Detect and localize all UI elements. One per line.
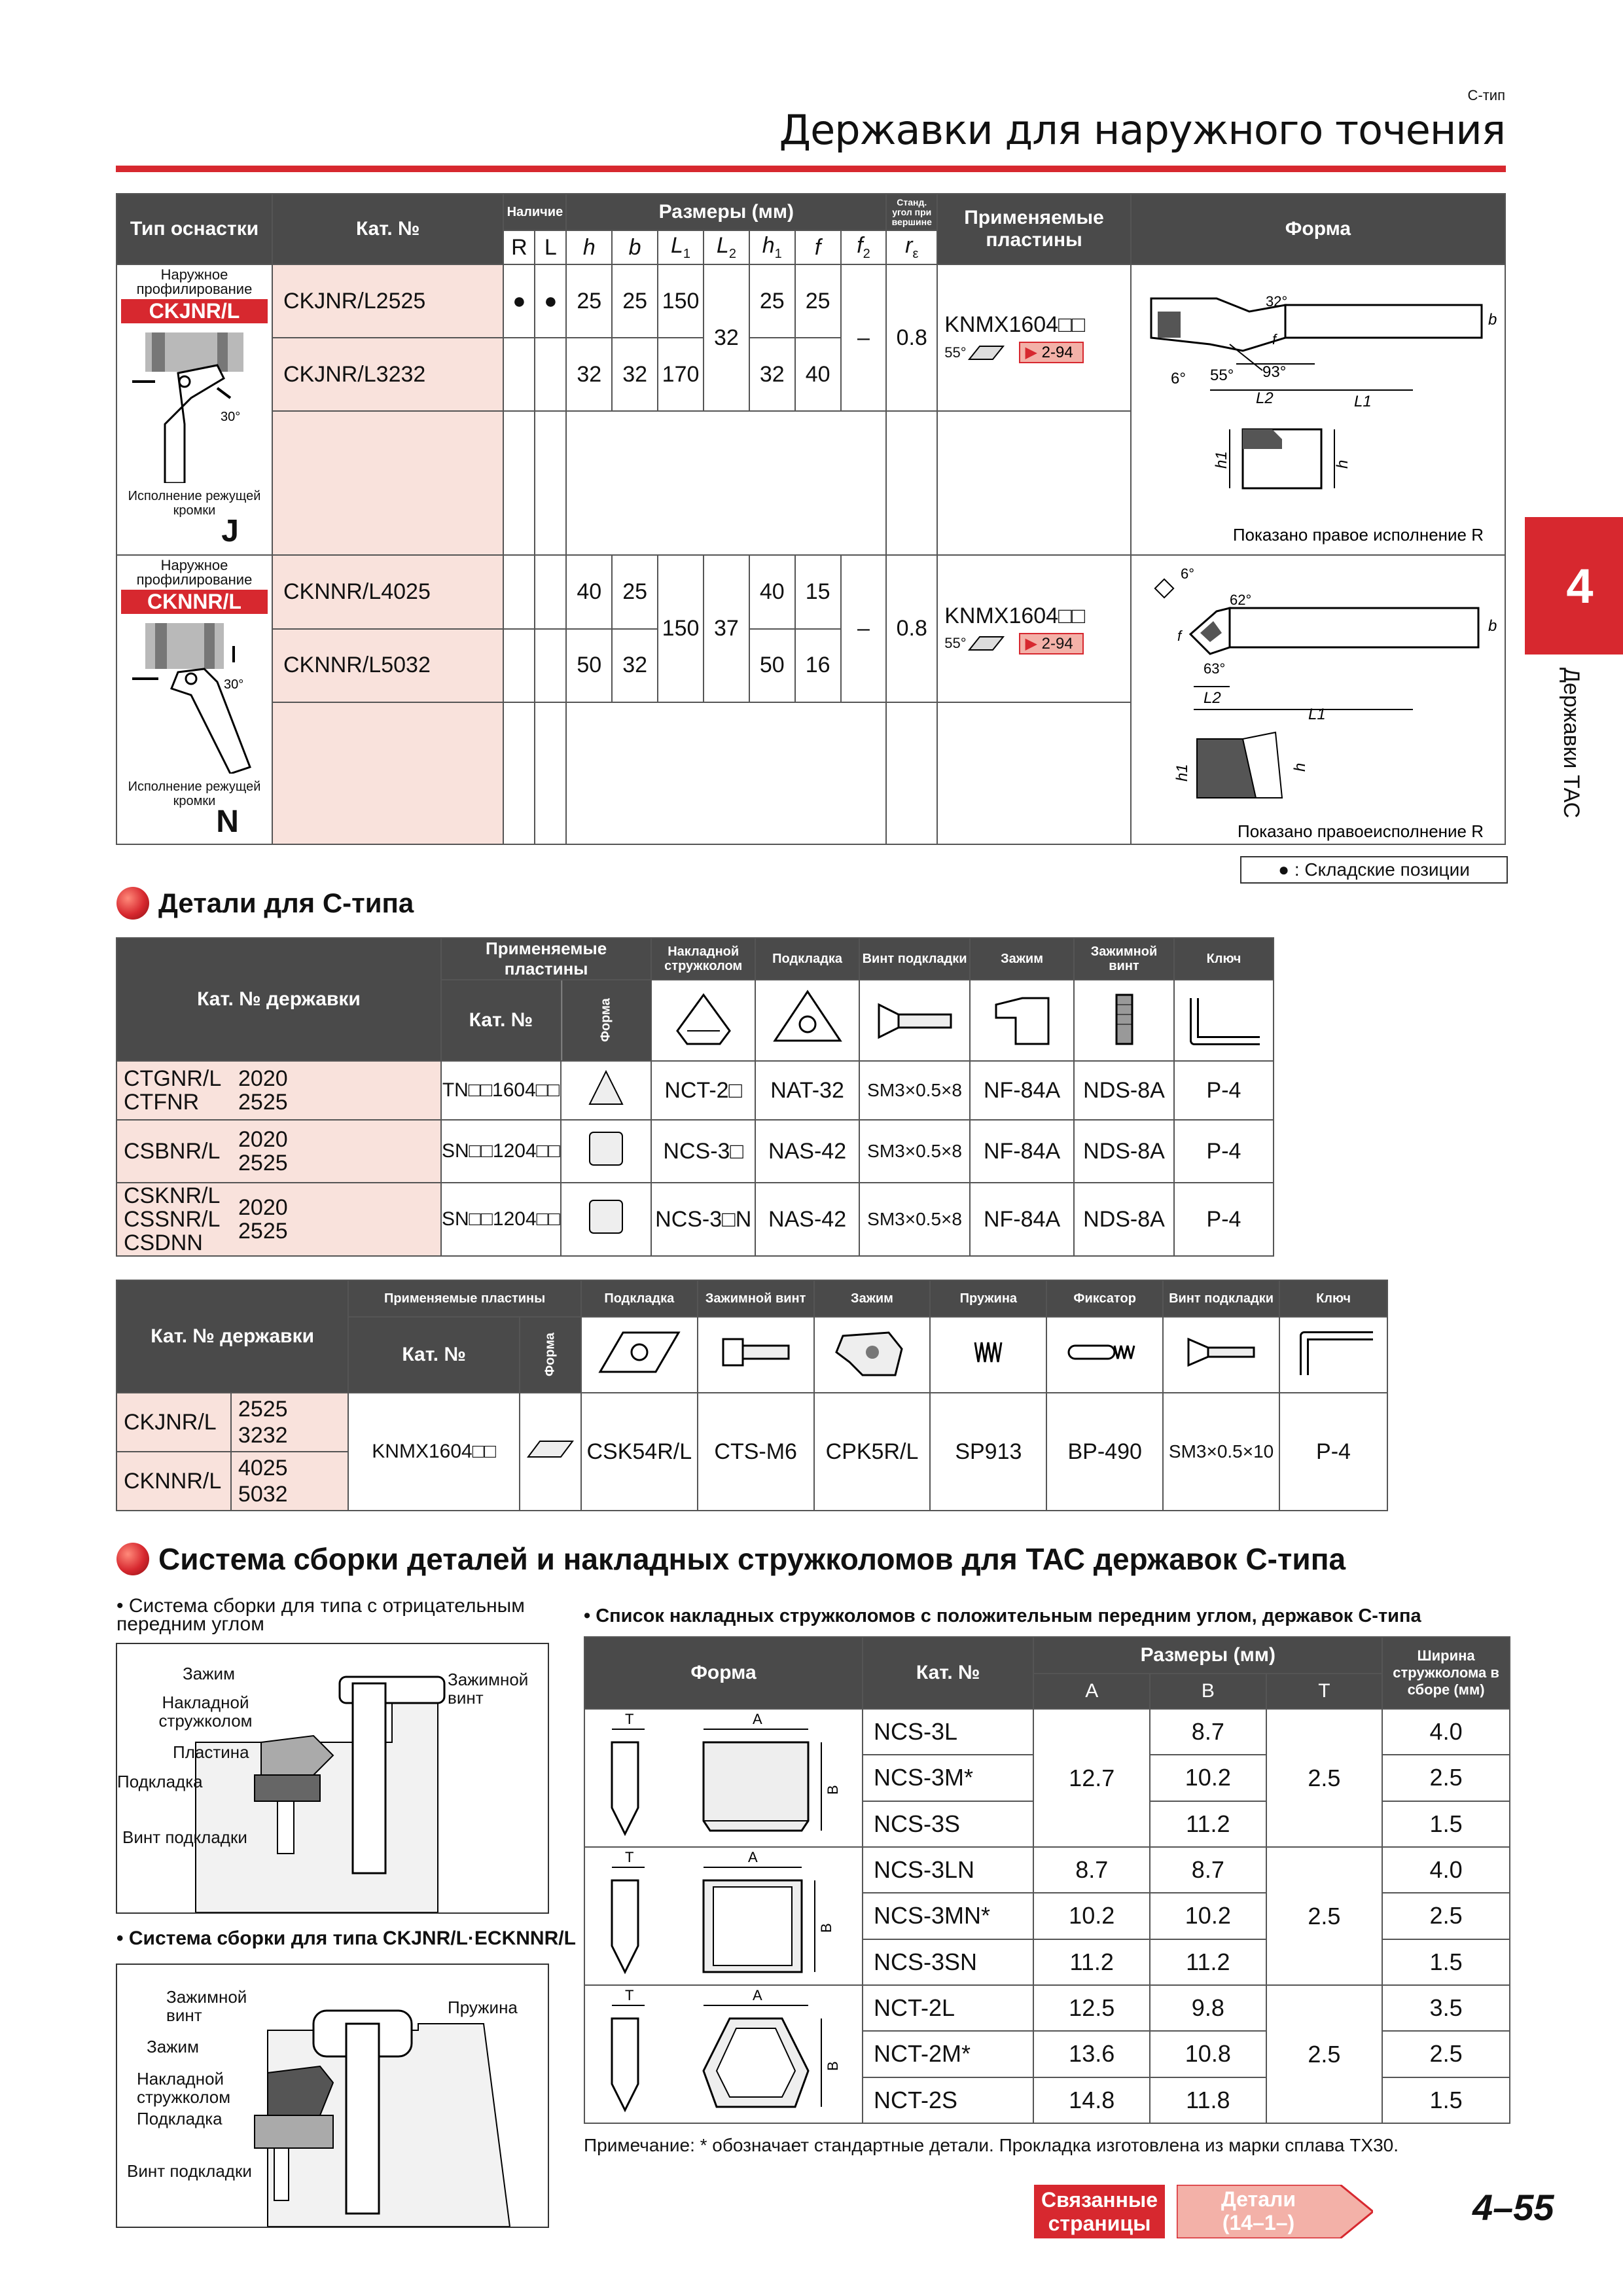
th-r: R — [503, 230, 535, 264]
insert-angle: 55° — [944, 635, 967, 651]
spring-code: SP913 — [930, 1393, 1046, 1511]
cat-cell[interactable]: CKNNR/L5032 — [272, 629, 503, 703]
key-icon — [1279, 1317, 1387, 1393]
dim-h: 50 — [566, 629, 612, 703]
tool-type-ckjnr — [116, 264, 272, 555]
dim-B: 11.2 — [1150, 1801, 1266, 1847]
type-badge: CKNNR/L — [121, 590, 268, 614]
insert-code: KNMX1604□□ — [944, 312, 1086, 337]
chipbreaker-code: NCS-3□ — [651, 1120, 755, 1183]
insert-code: SN□□1204□□ — [441, 1120, 561, 1183]
chapter-tab[interactable] — [1525, 517, 1623, 655]
dim-width: 1.5 — [1382, 2077, 1510, 2123]
insert-code: TN□□1604□□ — [441, 1061, 561, 1120]
holder-sizes: 2525 3232 — [231, 1393, 348, 1452]
dim-h1: 40 — [749, 555, 795, 629]
chipbreaker-shape-icon — [586, 1848, 861, 1979]
chapter-label: Державки ТАС — [1559, 668, 1584, 818]
th-form: Форма — [584, 1637, 863, 1709]
dim-L1: 150 — [658, 264, 704, 338]
th-inserts: Применяемые пластины — [441, 938, 651, 980]
dim-B: 8.7 — [1150, 1847, 1266, 1893]
cb-cat[interactable]: NCS-3LN — [863, 1847, 1033, 1893]
th-clampscrew: Зажимной винт — [698, 1280, 814, 1317]
dim-B: 10.2 — [1150, 1755, 1266, 1801]
svg-text:A: A — [753, 1987, 763, 2003]
svg-text:63°: 63° — [1203, 660, 1226, 677]
dim-L2: 37 — [704, 555, 749, 702]
rhombus-insert-icon — [967, 345, 1006, 361]
th-fixer: Фиксатор — [1046, 1280, 1163, 1317]
dim-L1: 170 — [658, 338, 704, 411]
page-category: С-тип — [1467, 87, 1505, 103]
th-holder: Кат. № державки — [116, 938, 441, 1061]
holder-cell: CSKNR/L CSSNR/L CSDNN 2020 2525 — [116, 1183, 441, 1256]
screw-code: SM3×0.5×10 — [1163, 1393, 1279, 1511]
related-pages-button[interactable]: Связанные страницы — [1034, 2185, 1165, 2238]
th-cat: Кат. № — [863, 1637, 1033, 1709]
key-code: P-4 — [1279, 1393, 1387, 1511]
svg-text:b: b — [1488, 617, 1497, 635]
dim-L1: 150 — [658, 555, 704, 702]
section-title-parts: Детали для С-типа — [116, 887, 414, 920]
th-std-angle: Станд. угол при вершине — [886, 194, 937, 230]
form-drawing-1 — [1131, 264, 1505, 555]
svg-text:T: T — [625, 1849, 634, 1865]
label-clamp: Зажим — [183, 1664, 235, 1683]
svg-text:h: h — [1333, 459, 1351, 469]
dim-A: 14.8 — [1033, 2077, 1150, 2123]
th-spring: Пружина — [930, 1280, 1046, 1317]
cutting-schematic-icon — [119, 326, 270, 483]
neg-assembly-title: • Система сборки для типа с отрицательным передним углом — [116, 1595, 525, 1635]
cat-cell[interactable]: CKNNR/L4025 — [272, 555, 503, 629]
dim-b: 32 — [612, 629, 658, 703]
dim-f: 40 — [795, 338, 841, 411]
insert-code: SN□□1204□□ — [441, 1183, 561, 1256]
clampscrew-icon — [698, 1317, 814, 1393]
edge-letter: J — [221, 514, 239, 548]
legend: ● : Складские позиции — [1240, 856, 1508, 884]
details-link[interactable] — [1177, 2185, 1340, 2238]
page-title: Державки для наружного точения — [779, 106, 1505, 154]
svg-text:h: h — [1291, 762, 1309, 772]
svg-text:55°: 55° — [1209, 367, 1234, 384]
dim-width: 4.0 — [1382, 1847, 1510, 1893]
dim-h1: 25 — [749, 264, 795, 338]
holder-cell: CSBNR/L 2020 2525 — [116, 1120, 441, 1183]
label-clamp-screw: Зажимной винт — [166, 1987, 247, 2025]
nct-shape — [584, 1985, 863, 2123]
screw-icon — [859, 980, 970, 1061]
label-shim: Подкладка — [137, 2109, 223, 2128]
clampscrew-code: NDS-8A — [1074, 1183, 1174, 1256]
th-shim: Подкладка — [755, 938, 859, 980]
label-chipbreaker: Накладной стружколом — [158, 1693, 253, 1731]
shim-icon — [755, 980, 859, 1061]
th-inserts: Применяемые пластины — [937, 194, 1131, 264]
holders-table — [116, 193, 1506, 845]
chipbreaker-code: NCS-3□N — [651, 1183, 755, 1256]
details-ref: (14–1–) — [1222, 2211, 1295, 2234]
holder-code: CKJNR/L — [116, 1393, 231, 1452]
cat-cell[interactable]: CKJNR/L3232 — [272, 338, 503, 411]
th-form: Форма — [1131, 194, 1505, 264]
th-clampscrew: Зажимной винт — [1074, 938, 1174, 980]
dim-B: 11.2 — [1150, 1939, 1266, 1985]
parts-table-2 — [116, 1280, 1388, 1511]
holder-drawing-icon — [1132, 556, 1503, 844]
edge-letter: N — [216, 804, 239, 839]
dim-f: 16 — [795, 629, 841, 703]
label-spring: Пружина — [448, 1998, 518, 2017]
svg-text:6°: 6° — [1180, 565, 1194, 582]
dim-width: 4.0 — [1382, 1709, 1510, 1755]
dim-A: 13.6 — [1033, 2031, 1150, 2077]
bullet-icon — [116, 1543, 149, 1575]
cb-cat[interactable]: NCS-3S — [863, 1801, 1033, 1847]
label-clamp-screw: Зажимной винт — [448, 1670, 529, 1708]
clamp-code: NF-84A — [970, 1183, 1074, 1256]
th-form: Форма — [520, 1317, 581, 1393]
footnote: Примечание: * обозначает стандартные детали. Прокладка изготовлена из марки сплава ТХ30. — [584, 2135, 1399, 2155]
section-title-assembly: Система сборки деталей и накладных стружколомов для ТАС державок С-типа — [116, 1541, 1346, 1577]
th-A: A — [1033, 1674, 1150, 1709]
th-T: T — [1266, 1674, 1383, 1709]
ncsn-shape — [584, 1847, 863, 1985]
ref-link[interactable]: ▶ 2-94 — [1019, 342, 1084, 363]
svg-text:A: A — [748, 1849, 758, 1865]
dim-B: 8.7 — [1150, 1709, 1266, 1755]
th-l: L — [535, 230, 566, 264]
rhombus-insert-icon — [967, 636, 1006, 651]
dim-f2: – — [841, 555, 887, 702]
key-code: P-4 — [1174, 1061, 1274, 1120]
th-re: $r_\varepsilon$ — [886, 230, 937, 264]
svg-text:f: f — [1272, 331, 1276, 348]
label-clamp: Зажим — [147, 2037, 199, 2056]
svg-text:B: B — [825, 2061, 842, 2071]
holder-cell: CTGNR/L CTFNR 2020 2525 — [116, 1061, 441, 1120]
svg-text:L1: L1 — [1308, 706, 1326, 723]
shim-code: NAS-42 — [755, 1120, 859, 1183]
dim-b: 25 — [612, 555, 658, 629]
svg-text:32°: 32° — [1265, 293, 1288, 310]
label-insert: Пластина — [173, 1742, 249, 1762]
dim-h: 40 — [566, 555, 612, 629]
dim-A: 11.2 — [1033, 1939, 1150, 1985]
chipbreaker-table — [584, 1636, 1510, 2124]
dim-B: 11.8 — [1150, 2077, 1266, 2123]
th-key: Ключ — [1279, 1280, 1387, 1317]
th-cat: Кат. № — [348, 1317, 520, 1393]
svg-text:f: f — [1177, 628, 1181, 644]
dim-T: 2.5 — [1266, 1709, 1383, 1847]
fixer-code: BP-490 — [1046, 1393, 1163, 1511]
shim-icon — [581, 1317, 698, 1393]
dim-h: 32 — [566, 338, 612, 411]
th-stock: Наличие — [503, 194, 566, 230]
clampscrew-code: CTS-M6 — [698, 1393, 814, 1511]
th-clamp: Зажим — [970, 938, 1074, 980]
svg-text:h1: h1 — [1173, 764, 1191, 781]
svg-text:62°: 62° — [1229, 592, 1252, 608]
profile-label: Наружное профилирование — [136, 266, 253, 297]
play-icon: ▶ — [1025, 634, 1042, 653]
clamp-code: NF-84A — [970, 1061, 1074, 1120]
th-width: Ширина стружколома в сборе (мм) — [1382, 1637, 1510, 1709]
svg-text:A: A — [753, 1711, 763, 1727]
cb-cat[interactable]: NCS-3M* — [863, 1755, 1033, 1801]
dim-width: 2.5 — [1382, 1755, 1510, 1801]
th-cat: Кат. № — [272, 194, 503, 264]
holder-drawing-icon — [1132, 272, 1503, 547]
cb-cat[interactable]: NCS-3MN* — [863, 1893, 1033, 1939]
details-label: Детали — [1221, 2187, 1296, 2211]
dim-b: 25 — [612, 264, 658, 338]
dim-T: 2.5 — [1266, 1847, 1383, 1985]
svg-text:L2: L2 — [1255, 389, 1274, 407]
svg-text:Показано правоеисполнение R: Показано правоеисполнение R — [1237, 821, 1484, 841]
th-B: B — [1150, 1674, 1266, 1709]
clamp-icon — [814, 1317, 931, 1393]
th-clamp: Зажим — [814, 1280, 931, 1317]
cb-cat[interactable]: NCS-3SN — [863, 1939, 1033, 1985]
dim-L2: 32 — [704, 264, 749, 411]
svg-text:h1: h1 — [1212, 451, 1230, 469]
screw-code: SM3×0.5×8 — [859, 1061, 970, 1120]
ck-assembly-title: • Система сборки для типа CKJNR/L·ECKNNR/L — [116, 1928, 576, 1949]
svg-text:L1: L1 — [1353, 393, 1372, 410]
dim-B: 9.8 — [1150, 1985, 1266, 2031]
th-dims: Размеры (мм) — [1033, 1637, 1382, 1674]
bullet-icon — [116, 887, 149, 920]
chipbreaker-icon — [651, 980, 755, 1061]
th-shim: Подкладка — [581, 1280, 698, 1317]
edge-label: Исполнение режущей кромки — [128, 489, 261, 518]
shim-code: NAT-32 — [755, 1061, 859, 1120]
th-type: Тип оснастки — [116, 194, 272, 264]
dim-width: 2.5 — [1382, 2031, 1510, 2077]
holder-code: CKNNR/L — [116, 1452, 231, 1511]
th-holder: Кат. № державки — [116, 1280, 348, 1393]
dim-width: 1.5 — [1382, 1801, 1510, 1847]
dim-width: 2.5 — [1382, 1893, 1510, 1939]
insert-code: KNMX1604□□ — [348, 1393, 520, 1511]
th-b: b — [612, 230, 658, 264]
page-number: 4–55 — [1472, 2187, 1554, 2228]
dim-width: 1.5 — [1382, 1939, 1510, 1985]
th-shimscrew: Винт подкладки — [1163, 1280, 1279, 1317]
title-rule — [116, 166, 1506, 172]
chipbreaker-shape-icon — [586, 1710, 861, 1840]
square-insert-icon — [561, 1183, 651, 1256]
svg-text:30°: 30° — [223, 677, 244, 692]
profile-label: Наружное профилирование — [136, 557, 253, 588]
label-chipbreaker: Накладной стружколом — [137, 2069, 231, 2107]
chipbreaker-shape-icon — [586, 1986, 861, 2117]
th-f: f — [795, 230, 841, 264]
shim-code: NAS-42 — [755, 1183, 859, 1256]
triangle-insert-icon — [561, 1061, 651, 1120]
dim-h1: 50 — [749, 629, 795, 703]
dim-h: 25 — [566, 264, 612, 338]
screw-code: SM3×0.5×8 — [859, 1183, 970, 1256]
ck-assembly-diagram — [116, 1964, 549, 2228]
dim-width: 3.5 — [1382, 1985, 1510, 2031]
th-L2: $L_2$ — [704, 230, 749, 264]
screw-icon — [1163, 1317, 1279, 1393]
cat-cell[interactable]: CKJNR/L2525 — [272, 264, 503, 338]
type-badge: CKJNR/L — [121, 299, 268, 323]
clamp-code: CPK5R/L — [814, 1393, 931, 1511]
clamp-icon — [970, 980, 1074, 1061]
play-icon: ▶ — [1025, 344, 1042, 361]
th-shimscrew: Винт подкладки — [859, 938, 970, 980]
dim-f: 15 — [795, 555, 841, 629]
clampscrew-code: NDS-8A — [1074, 1120, 1174, 1183]
label-shim: Подкладка — [117, 1772, 203, 1791]
dim-A: 12.7 — [1033, 1709, 1150, 1847]
tool-type-cknnr — [116, 555, 272, 844]
clampscrew-icon — [1074, 980, 1174, 1061]
rhombus-insert-icon — [520, 1393, 581, 1511]
neg-assembly-diagram — [116, 1643, 549, 1914]
dim-A: 12.5 — [1033, 1985, 1150, 2031]
cb-cat[interactable]: NCT-2S — [863, 2077, 1033, 2123]
key-icon — [1174, 980, 1274, 1061]
dim-B: 10.2 — [1150, 1893, 1266, 1939]
insert-angle: 55° — [944, 344, 967, 361]
th-h: h — [566, 230, 612, 264]
dim-A: 8.7 — [1033, 1847, 1150, 1893]
clamp-code: NF-84A — [970, 1120, 1074, 1183]
form-drawing-2 — [1131, 555, 1505, 844]
th-inserts: Применяемые пластины — [348, 1280, 581, 1317]
dim-b: 32 — [612, 338, 658, 411]
svg-text:6°: 6° — [1170, 370, 1186, 387]
svg-text:93°: 93° — [1262, 363, 1287, 381]
cb-cat[interactable]: NCT-2L — [863, 1985, 1033, 2031]
svg-text:T: T — [625, 1987, 634, 2003]
key-code: P-4 — [1174, 1183, 1274, 1256]
clampscrew-code: NDS-8A — [1074, 1061, 1174, 1120]
label-shim-screw: Винт подкладки — [122, 1827, 247, 1847]
dim-re: 0.8 — [886, 264, 937, 411]
holder-sizes: 4025 5032 — [231, 1452, 348, 1511]
shim-code: CSK54R/L — [581, 1393, 698, 1511]
fixer-icon — [1046, 1317, 1163, 1393]
th-f2: $f_2$ — [841, 230, 887, 264]
spring-icon — [930, 1317, 1046, 1393]
chapter-number: 4 — [1566, 558, 1594, 613]
dim-re: 0.8 — [886, 555, 937, 702]
insert-cell — [937, 264, 1131, 411]
ref-link[interactable]: ▶ 2-94 — [1019, 633, 1084, 655]
angle-label: 30° — [220, 410, 241, 424]
svg-text:L2: L2 — [1203, 689, 1221, 707]
insert-cell — [937, 555, 1131, 702]
svg-text:B: B — [818, 1923, 835, 1933]
th-chipbreaker: Накладной стружколом — [651, 938, 755, 980]
edge-label: Исполнение режущей кромки — [128, 780, 261, 808]
dim-A: 10.2 — [1033, 1893, 1150, 1939]
th-form: Форма — [561, 980, 651, 1061]
th-key: Ключ — [1174, 938, 1274, 980]
stock-r: ● — [503, 264, 535, 338]
stock-l: ● — [535, 264, 566, 338]
key-code: P-4 — [1174, 1120, 1274, 1183]
square-insert-icon — [561, 1120, 651, 1183]
svg-text:B: B — [825, 1785, 842, 1795]
chipbreaker-code: NCT-2□ — [651, 1061, 755, 1120]
cb-cat[interactable]: NCT-2M* — [863, 2031, 1033, 2077]
th-cat: Кат. № — [441, 980, 561, 1061]
svg-text:Показано правое исполнение R: Показано правое исполнение R — [1232, 525, 1484, 545]
dim-f2: – — [841, 264, 887, 411]
parts-table-1 — [116, 937, 1274, 1257]
dim-h1: 32 — [749, 338, 795, 411]
svg-text:b: b — [1488, 311, 1497, 329]
ncs-shape — [584, 1709, 863, 1847]
chipbreaker-list-title: • Список накладных стружколомов с положительным передним углом, державок С-типа — [584, 1605, 1421, 1626]
cutting-schematic-icon — [119, 617, 270, 774]
th-L1: $L_1$ — [658, 230, 704, 264]
dim-f: 25 — [795, 264, 841, 338]
dim-B: 10.8 — [1150, 2031, 1266, 2077]
insert-code: KNMX1604□□ — [944, 603, 1086, 628]
dim-T: 2.5 — [1266, 1985, 1383, 2123]
label-shim-screw: Винт подкладки — [127, 2161, 252, 2181]
th-h1: $h_1$ — [749, 230, 795, 264]
cb-cat[interactable]: NCS-3L — [863, 1709, 1033, 1755]
svg-text:T: T — [625, 1711, 634, 1727]
screw-code: SM3×0.5×8 — [859, 1120, 970, 1183]
th-dims: Размеры (мм) — [566, 194, 886, 230]
